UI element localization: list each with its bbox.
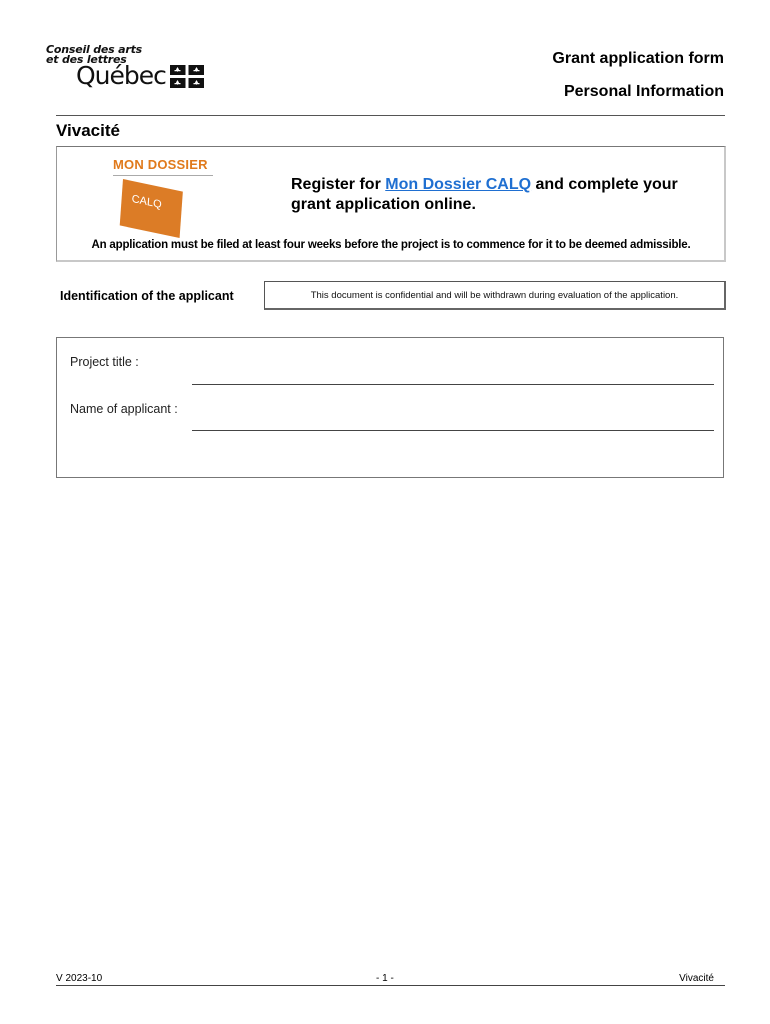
calq-logo — [46, 44, 216, 94]
logo-quebec-wordmark: Québec — [76, 61, 166, 90]
form-subtitle: Personal Information — [563, 83, 724, 100]
applicant-name-field[interactable] — [192, 430, 714, 431]
footer-version: V 2023-10 — [56, 973, 103, 984]
register-instructions — [291, 175, 711, 215]
form-title: Grant application form — [552, 50, 724, 67]
register-suffix: and complete your grant application online. — [291, 176, 678, 213]
fleur-de-lis-flag-icon — [170, 65, 204, 88]
project-title-field[interactable] — [192, 384, 714, 385]
mon-dossier-square — [120, 179, 183, 238]
admissibility-notice: An application must be filed at least four weeks before the project is to commence for it to be deemed admissible. — [91, 239, 691, 251]
register-prefix: Register for — [291, 176, 386, 193]
mon-dossier-logo — [113, 157, 223, 231]
mon-dossier-rule — [113, 175, 213, 176]
mon-dossier-calq-label: CALQ — [131, 192, 163, 212]
identification-heading: Identification of the applicant — [60, 289, 234, 303]
applicant-form — [56, 337, 724, 478]
project-title-label: Project title : — [70, 355, 139, 369]
footer-program: Vivacité — [679, 973, 714, 984]
mon-dossier-calq-link[interactable]: Mon Dossier CALQ — [385, 176, 532, 193]
program-name: Vivacité — [56, 121, 120, 140]
confidential-notice: This document is confidential and will be withdrawn during evaluation of the application. — [264, 281, 726, 310]
footer-divider — [56, 985, 725, 986]
logo-line-2: et des lettres — [46, 53, 127, 66]
header-divider — [56, 115, 725, 116]
mon-dossier-title: MON DOSSIER — [113, 157, 208, 172]
logo-line-1: Conseil des arts — [46, 43, 143, 56]
footer-page-number: - 1 - — [376, 973, 394, 984]
applicant-name-label: Name of applicant : — [70, 402, 178, 416]
registration-info-box — [56, 146, 726, 262]
